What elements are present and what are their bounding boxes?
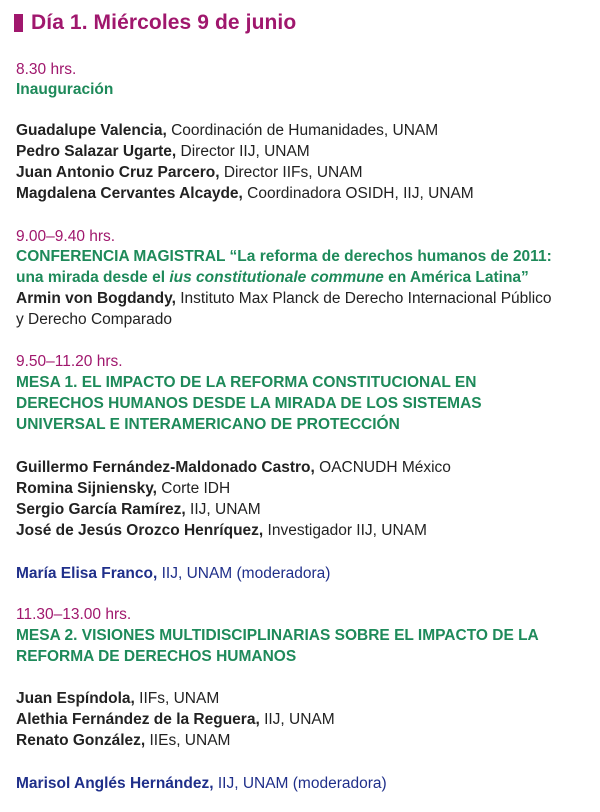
session-time: 9.00–9.40 hrs. [16,228,116,245]
speaker-line [16,184,474,204]
speaker-name: Juan Espíndola, [16,690,135,707]
title-italic-text: ius constitutionale commune [169,269,384,286]
speaker-affiliation: IIEs, UNAM [145,732,231,749]
session-title: Inauguración [16,81,114,98]
moderator-line [16,774,387,794]
session-title: DERECHOS HUMANOS DESDE LA MIRADA DE LOS SISTEMAS [16,395,482,412]
day-header [14,11,296,35]
session-time: 8.30 hrs. [16,61,77,78]
session-title [16,268,529,288]
speaker-line [16,289,552,309]
moderator-name: Marisol Anglés Hernández, [16,775,214,792]
speaker-affiliation: Director IIJ, UNAM [176,143,310,160]
speaker-name: Pedro Salazar Ugarte, [16,143,177,160]
day-title: Día 1. Miércoles 9 de junio [31,11,297,34]
title-text: en América Latina” [383,269,529,286]
accent-bar [14,14,23,32]
speaker-name: Alethia Fernández de la Reguera, [16,711,260,728]
speaker-affiliation: IIJ, UNAM [259,711,335,728]
speaker-name: Renato González, [16,732,146,749]
speaker-line [16,458,451,478]
session-title: UNIVERSAL E INTERAMERICANO DE PROTECCIÓN [16,416,400,433]
speaker-line [16,163,363,183]
session-time: 9.50–11.20 hrs. [16,353,123,370]
speaker-name: Magdalena Cervantes Alcayde, [16,185,243,202]
session-title: MESA 1. EL IMPACTO DE LA REFORMA CONSTITUCIONAL EN [16,374,477,391]
moderator-affiliation: IIJ, UNAM (moderadora) [157,565,331,582]
speaker-affiliation: y Derecho Comparado [16,311,172,328]
session-title: CONFERENCIA MAGISTRAL “La reforma de derechos humanos de 2011: [16,248,552,265]
speaker-affiliation: IIJ, UNAM [185,501,261,518]
speaker-name: Juan Antonio Cruz Parcero, [16,164,220,181]
speaker-affiliation: Investigador IIJ, UNAM [263,522,427,539]
speaker-name: Sergio García Ramírez, [16,501,186,518]
speaker-affiliation: Coordinación de Humanidades, UNAM [166,122,439,139]
title-text: una mirada desde el [16,269,170,286]
speaker-line [16,521,427,541]
speaker-line [16,710,335,730]
session-title: REFORMA DE DERECHOS HUMANOS [16,648,297,665]
speaker-name: Guadalupe Valencia, [16,122,167,139]
speaker-affiliation: Corte IDH [156,480,231,497]
speaker-line [16,142,310,162]
speaker-name: José de Jesús Orozco Henríquez, [16,522,264,539]
speaker-affiliation: Director IIFs, UNAM [219,164,363,181]
speaker-line [16,731,230,751]
session-title: MESA 2. VISIONES MULTIDISCIPLINARIAS SOBRE EL IMPACTO DE LA [16,627,539,644]
speaker-line [16,500,261,520]
speaker-name: Romina Sijniensky, [16,480,157,497]
speaker-name: Guillermo Fernández-Maldonado Castro, [16,459,315,476]
speaker-line [16,689,219,709]
speaker-affiliation: Coordinadora OSIDH, IIJ, UNAM [242,185,474,202]
speaker-affiliation: Instituto Max Planck de Derecho Internacional Público [175,290,552,307]
speaker-affiliation: IIFs, UNAM [134,690,220,707]
moderator-affiliation: IIJ, UNAM (moderadora) [213,775,387,792]
moderator-name: María Elisa Franco, [16,565,158,582]
speaker-affiliation: OACNUDH México [314,459,451,476]
session-time: 11.30–13.00 hrs. [16,606,132,623]
speaker-line [16,479,230,499]
speaker-line [16,121,438,141]
moderator-line [16,564,330,584]
speaker-name: Armin von Bogdandy, [16,290,176,307]
